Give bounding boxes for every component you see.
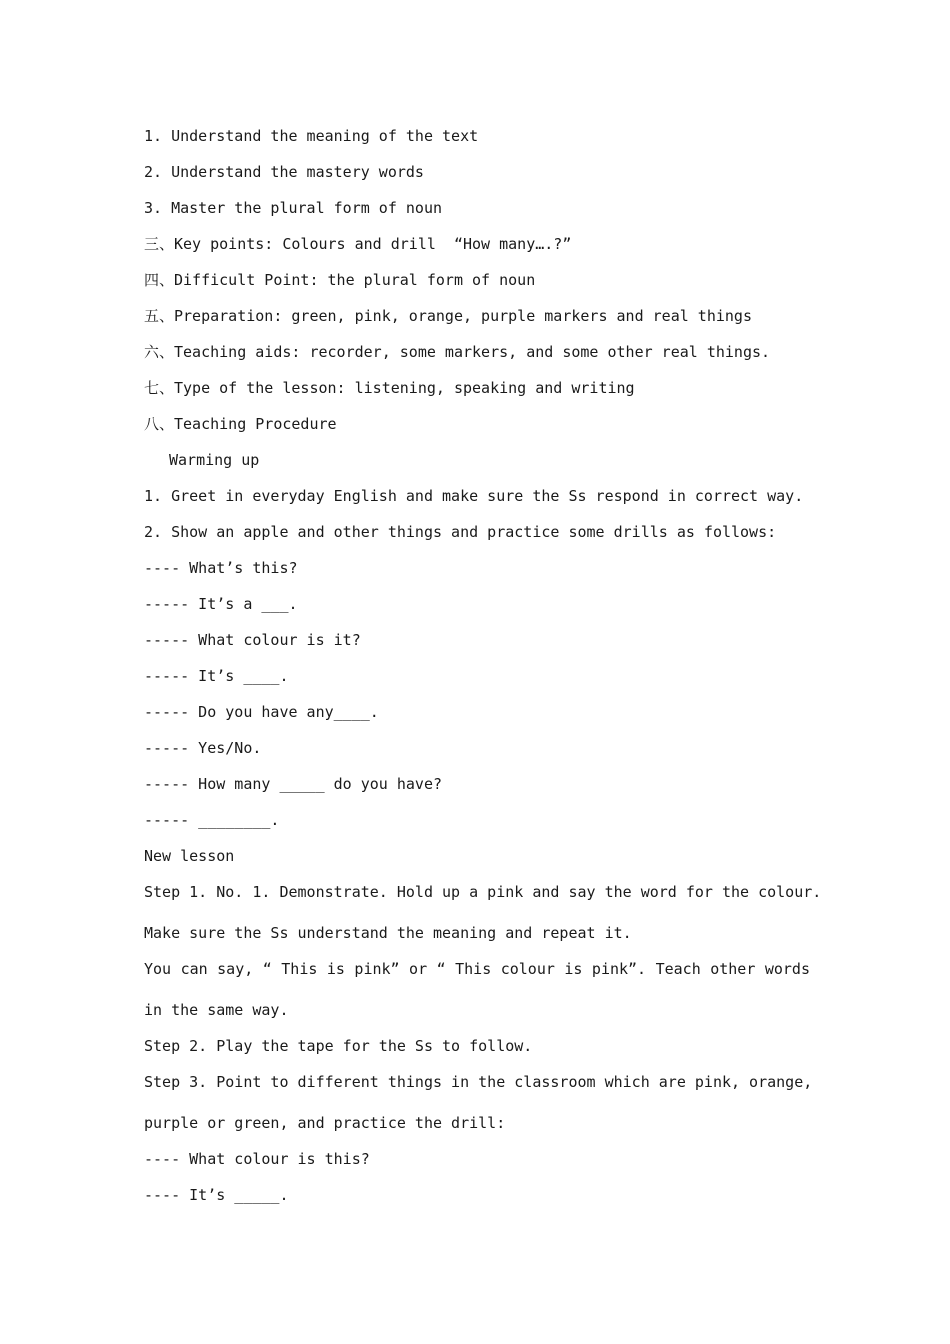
step-1-line: You can say, “ This is pink” or “ This colour is pink”. Teach other words bbox=[144, 960, 810, 978]
step-1-paragraph bbox=[144, 882, 822, 943]
objective-1: 1. Understand the meaning of the text bbox=[144, 127, 479, 145]
step-1-line: in the same way. bbox=[144, 1001, 289, 1019]
step-1-line: Make sure the Ss understand the meaning and repeat it. bbox=[144, 924, 632, 942]
drill-line: ----- Do you have any____. bbox=[144, 703, 379, 721]
drill-line: ---- What’s this? bbox=[144, 559, 298, 577]
drill-line: ----- How many _____ do you have? bbox=[144, 775, 443, 793]
drill-line: ---- What colour is this? bbox=[144, 1150, 370, 1168]
difficult-point: 四、Difficult Point: the plural form of noun bbox=[144, 271, 536, 289]
step-1-line: Step 1. No. 1. Demonstrate. Hold up a pink and say the word for the colour. bbox=[144, 883, 822, 901]
drill-line: ----- What colour is it? bbox=[144, 631, 361, 649]
step-3-line: purple or green, and practice the drill: bbox=[144, 1114, 506, 1132]
preparation: 五、Preparation: green, pink, orange, purple markers and real things bbox=[144, 307, 752, 325]
drill-line: ----- It’s a ___. bbox=[144, 595, 298, 613]
step-3-paragraph bbox=[144, 1072, 813, 1133]
lesson-type: 七、Type of the lesson: listening, speaking and writing bbox=[144, 379, 635, 397]
step-1-continuation-paragraph bbox=[144, 959, 810, 1020]
lesson-plan-body bbox=[144, 126, 822, 1221]
warming-up-heading: Warming up bbox=[169, 451, 260, 469]
key-points: 三、Key points: Colours and drill “How many….?” bbox=[144, 235, 572, 253]
new-lesson-heading: New lesson bbox=[144, 847, 235, 865]
warming-up-step-1: 1. Greet in everyday English and make sure the Ss respond in correct way. bbox=[144, 487, 804, 505]
drill-line: ----- It’s ____. bbox=[144, 667, 289, 685]
objective-3: 3. Master the plural form of noun bbox=[144, 199, 443, 217]
teaching-procedure-heading: 八、Teaching Procedure bbox=[144, 415, 337, 433]
teaching-aids: 六、Teaching aids: recorder, some markers, and some other real things. bbox=[144, 343, 771, 361]
step-2: Step 2. Play the tape for the Ss to follow. bbox=[144, 1037, 533, 1055]
drill-line: ----- Yes/No. bbox=[144, 739, 262, 757]
drill-line: ----- ________. bbox=[144, 811, 280, 829]
warming-up-step-2: 2. Show an apple and other things and practice some drills as follows: bbox=[144, 523, 777, 541]
drill-line: ---- It’s _____. bbox=[144, 1186, 289, 1204]
objective-2: 2. Understand the mastery words bbox=[144, 163, 424, 181]
step-3-line: Step 3. Point to different things in the classroom which are pink, orange, bbox=[144, 1073, 813, 1091]
